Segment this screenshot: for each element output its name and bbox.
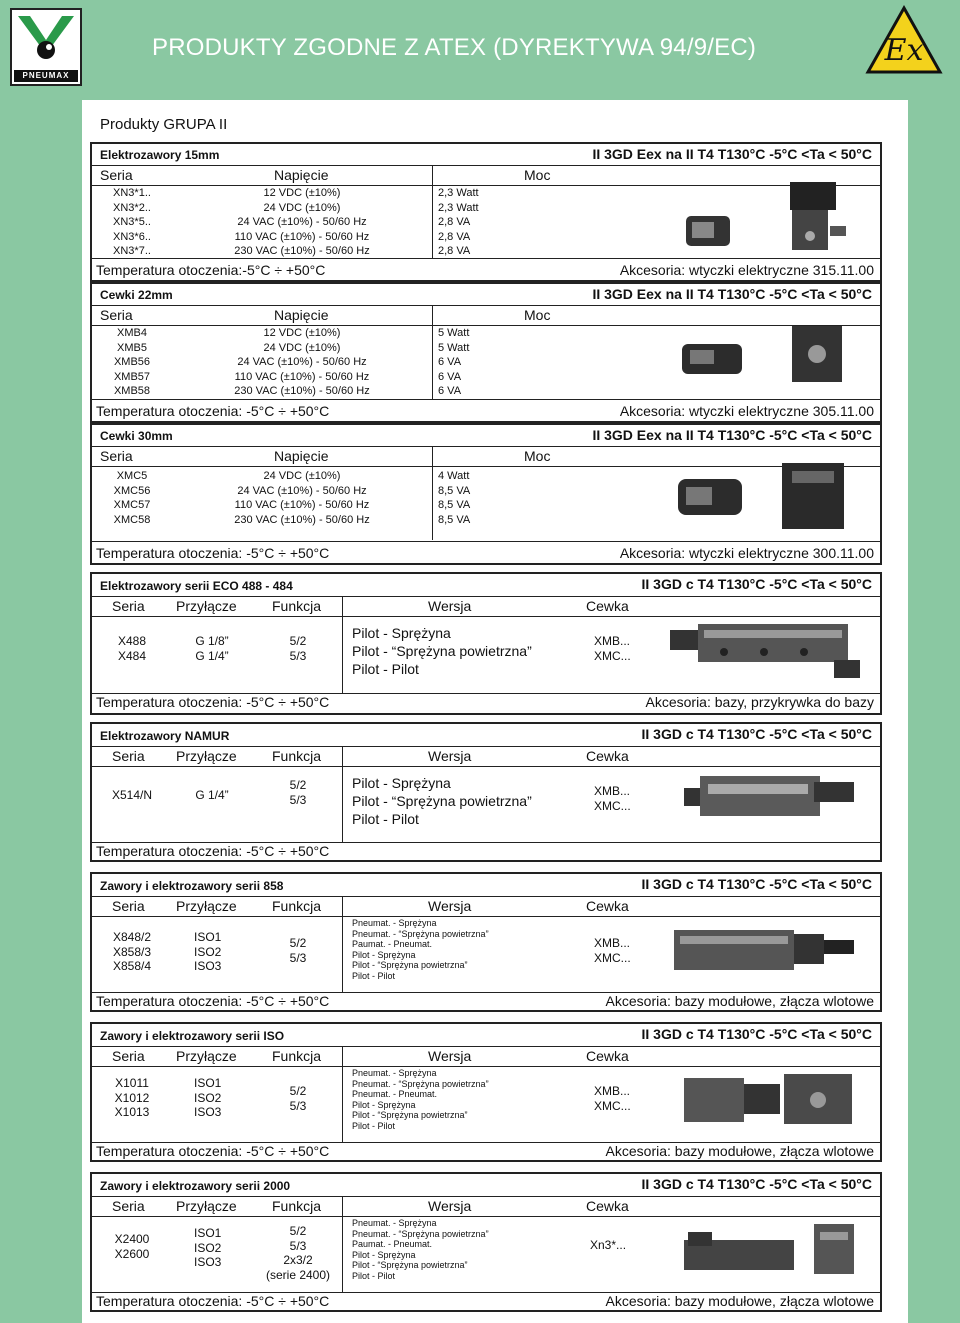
valve-2000-image: [664, 1210, 870, 1290]
accessories: Akcesoria: bazy modułowe, złącza wlotowe: [605, 1143, 874, 1159]
accessories: Akcesoria: wtyczki elektryczne 300.11.00: [619, 545, 874, 561]
col-seria: Seria: [100, 307, 133, 323]
col-funkcja: Funkcja: [272, 598, 322, 614]
section-cewki-22mm: [90, 282, 882, 423]
wersja-list: Pilot - Sprężyna Pilot - “Sprężyna powietrzna” Pilot - Pilot: [352, 625, 532, 677]
funkcja-list: 5/2 5/3 2x3/2 (serie 2400): [265, 1224, 331, 1282]
temp-range: Temperatura otoczenia: -5°C ÷ +50°C: [96, 1143, 330, 1159]
col-moc: Moc: [524, 448, 551, 464]
wersja-list: Pneumat. - Sprężyna Pneumat. - “Sprężyna powietrzna” Paumat. - Pneumat. Pilot - Sprężyna Pilot - “Sprężyna powietrzna” Pilot - Pilot: [352, 918, 489, 981]
temp-range: Temperatura otoczenia: -5°C ÷ +50°C: [96, 694, 330, 710]
valve-iso-image: [664, 1060, 870, 1140]
temp-range: Temperatura otoczenia: -5°C ÷ +50°C: [96, 403, 330, 419]
section-heading: Cewki 22mm: [100, 288, 173, 302]
przylacze-list: G 1/8” G 1/4”: [195, 634, 229, 663]
section-heading: Zawory i elektrozawory serii 2000: [100, 1179, 291, 1193]
seria-list: X2400 X2600: [114, 1232, 150, 1261]
col-seria: Seria: [112, 1198, 145, 1214]
col-przylacze: Przyłącze: [176, 598, 237, 614]
col-cewka: Cewka: [586, 1048, 629, 1064]
section-serii-858: [90, 872, 882, 1012]
przylacze-list: G 1/4”: [195, 788, 229, 802]
section-serii-2000: [90, 1172, 882, 1312]
col-moc: Moc: [524, 167, 551, 183]
napiecie-list: 24 VDC (±10%) 24 VAC (±10%) - 50/60 Hz 110 VAC (±10%) - 50/60 Hz 230 VAC (±10%) - 50/60 Hz: [234, 470, 370, 526]
col-seria: Seria: [112, 748, 145, 764]
col-przylacze: Przyłącze: [176, 898, 237, 914]
cewka-list: XMB... XMC...: [594, 1084, 631, 1113]
certification: II 3GD c T4 T130°C -5°C <Ta < 50°C: [641, 1026, 872, 1042]
moc-list: 2,3 Watt 2,3 Watt 2,8 VA 2,8 VA 2,8 VA: [438, 187, 479, 257]
col-wersja: Wersja: [428, 598, 472, 614]
napiecie-list: 12 VDC (±10%) 24 VDC (±10%) 24 VAC (±10%) - 50/60 Hz 110 VAC (±10%) - 50/60 Hz 230 VAC (±10%) - 50/60 Hz: [234, 327, 370, 397]
seria-list: X1011 X1012 X1013: [114, 1076, 150, 1119]
wersja-list: Pilot - Sprężyna Pilot - “Sprężyna powietrzna” Pilot - Pilot: [352, 775, 532, 827]
wersja-list: Pneumat. - Sprężyna Pneumat. - “Sprężyna powietrzna” Paumat. - Pneumat. Pilot - Sprężyna Pilot - “Sprężyna powietrzna” Pilot - Pilot: [352, 1218, 489, 1281]
col-funkcja: Funkcja: [272, 748, 322, 764]
funkcja-list: 5/2 5/3: [289, 634, 307, 663]
col-przylacze: Przyłącze: [176, 1198, 237, 1214]
coil-22mm-image: [652, 318, 862, 398]
seria-list: X488 X484: [117, 634, 147, 663]
section-heading: Cewki 30mm: [100, 429, 173, 443]
col-seria: Seria: [100, 167, 133, 183]
logo-text: PNEUMAX: [14, 70, 78, 82]
col-seria: Seria: [100, 448, 133, 464]
temp-range: Temperatura otoczenia: -5°C ÷ +50°C: [96, 545, 330, 561]
certification: II 3GD c T4 T130°C -5°C <Ta < 50°C: [641, 726, 872, 742]
col-cewka: Cewka: [586, 748, 629, 764]
col-napiecie: Napięcie: [274, 167, 329, 183]
accessories: Akcesoria: bazy modułowe, złącza wlotowe: [605, 993, 874, 1009]
col-wersja: Wersja: [428, 1198, 472, 1214]
przylacze-list: ISO1 ISO2 ISO3: [194, 930, 222, 973]
solenoid-valve-image: [672, 176, 862, 266]
certification: II 3GD Eex na II T4 T130°C -5°C <Ta < 50°C: [592, 146, 872, 162]
accessories: Akcesoria: wtyczki elektryczne 305.11.00: [619, 403, 874, 419]
col-przylacze: Przyłącze: [176, 1048, 237, 1064]
col-napiecie: Napięcie: [274, 448, 329, 464]
przylacze-list: ISO1 ISO2 ISO3: [194, 1226, 222, 1269]
napiecie-list: 12 VDC (±10%) 24 VDC (±10%) 24 VAC (±10%) - 50/60 Hz 110 VAC (±10%) - 50/60 Hz 230 VAC (±10%) - 50/60 Hz: [234, 187, 370, 257]
group-title: Produkty GRUPA II: [100, 116, 228, 133]
certification: II 3GD c T4 T130°C -5°C <Ta < 50°C: [641, 876, 872, 892]
section-heading: Elektrozawory NAMUR: [100, 729, 230, 743]
seria-list: X848/2 X858/3 X858/4: [112, 930, 152, 973]
cewka-list: XMB... XMC...: [594, 784, 631, 813]
cewka-list: Xn3*...: [590, 1238, 627, 1252]
certification: II 3GD c T4 T130°C -5°C <Ta < 50°C: [641, 576, 872, 592]
section-heading: Zawory i elektrozawory serii ISO: [100, 1029, 285, 1043]
przylacze-list: ISO1 ISO2 ISO3: [194, 1076, 222, 1119]
funkcja-list: 5/2 5/3: [289, 1084, 307, 1113]
col-przylacze: Przyłącze: [176, 748, 237, 764]
cewka-list: XMB... XMC...: [594, 634, 631, 663]
certification: II 3GD Eex na II T4 T130°C -5°C <Ta < 50°C: [592, 427, 872, 443]
accessories: Akcesoria: bazy modułowe, złącza wlotowe: [605, 1293, 874, 1309]
col-seria: Seria: [112, 598, 145, 614]
pneumax-logo: [10, 8, 82, 86]
section-eco-488-484: [90, 572, 882, 715]
page-header: [0, 0, 960, 92]
col-seria: Seria: [112, 1048, 145, 1064]
section-heading: Elektrozawory serii ECO 488 - 484: [100, 579, 293, 593]
temp-range: Temperatura otoczenia: -5°C ÷ +50°C: [96, 1293, 330, 1309]
temp-range: Temperatura otoczenia: -5°C ÷ +50°C: [96, 843, 330, 859]
col-cewka: Cewka: [586, 1198, 629, 1214]
page-title: PRODUKTY ZGODNE Z ATEX (DYREKTYWA 94/9/EC): [152, 34, 757, 61]
coil-30mm-image: [652, 459, 862, 539]
section-cewki-30mm: [90, 423, 882, 565]
col-wersja: Wersja: [428, 898, 472, 914]
moc-list: 4 Watt 8,5 VA 8,5 VA 8,5 VA: [438, 470, 471, 526]
section-namur: [90, 722, 882, 862]
col-wersja: Wersja: [428, 1048, 472, 1064]
seria-list: XN3*1.. XN3*2.. XN3*5.. XN3*6.. XN3*7..: [113, 187, 151, 257]
col-cewka: Cewka: [586, 598, 629, 614]
col-funkcja: Funkcja: [272, 898, 322, 914]
valve-858-image: [664, 910, 870, 990]
seria-list: XMC5 XMC56 XMC57 XMC58: [113, 470, 151, 526]
seria-list: XMB4 XMB5 XMB56 XMB57 XMB58: [113, 327, 151, 397]
col-napiecie: Napięcie: [274, 307, 329, 323]
namur-valve-image: [664, 758, 870, 840]
section-heading: Elektrozawory 15mm: [100, 148, 220, 162]
accessories: Akcesoria: wtyczki elektryczne 315.11.00: [619, 262, 874, 278]
seria-list: X514/N: [111, 788, 153, 802]
cewka-list: XMB... XMC...: [594, 936, 631, 965]
col-funkcja: Funkcja: [272, 1048, 322, 1064]
funkcja-list: 5/2 5/3: [289, 936, 307, 965]
temp-range: Temperatura otoczenia:-5°C ÷ +50°C: [96, 262, 326, 278]
col-seria: Seria: [112, 898, 145, 914]
certification: II 3GD c T4 T130°C -5°C <Ta < 50°C: [641, 1176, 872, 1192]
col-cewka: Cewka: [586, 898, 629, 914]
col-wersja: Wersja: [428, 748, 472, 764]
section-elektrozawory-15mm: [90, 142, 882, 282]
moc-list: 5 Watt 5 Watt 6 VA 6 VA 6 VA: [438, 327, 470, 397]
logo-mark-icon: [12, 10, 80, 70]
ex-symbol-text: Ex: [884, 33, 924, 68]
section-serii-iso: [90, 1022, 882, 1162]
certification: II 3GD Eex na II T4 T130°C -5°C <Ta < 50°C: [592, 286, 872, 302]
wersja-list: Pneumat. - Sprężyna Pneumat. - “Sprężyna powietrzna” Pneumat. - Pneumat. Pilot - Sprężyna Pilot - “Sprężyna powietrzna” Pilot - Pilot: [352, 1068, 489, 1131]
accessories: Akcesoria: bazy, przykrywka do bazy: [645, 694, 874, 710]
funkcja-list: 5/2 5/3: [289, 778, 307, 807]
eco-valve-image: [664, 608, 870, 690]
temp-range: Temperatura otoczenia: -5°C ÷ +50°C: [96, 993, 330, 1009]
col-funkcja: Funkcja: [272, 1198, 322, 1214]
col-moc: Moc: [524, 307, 551, 323]
atex-ex-icon: [864, 4, 944, 76]
section-heading: Zawory i elektrozawory serii 858: [100, 879, 284, 893]
